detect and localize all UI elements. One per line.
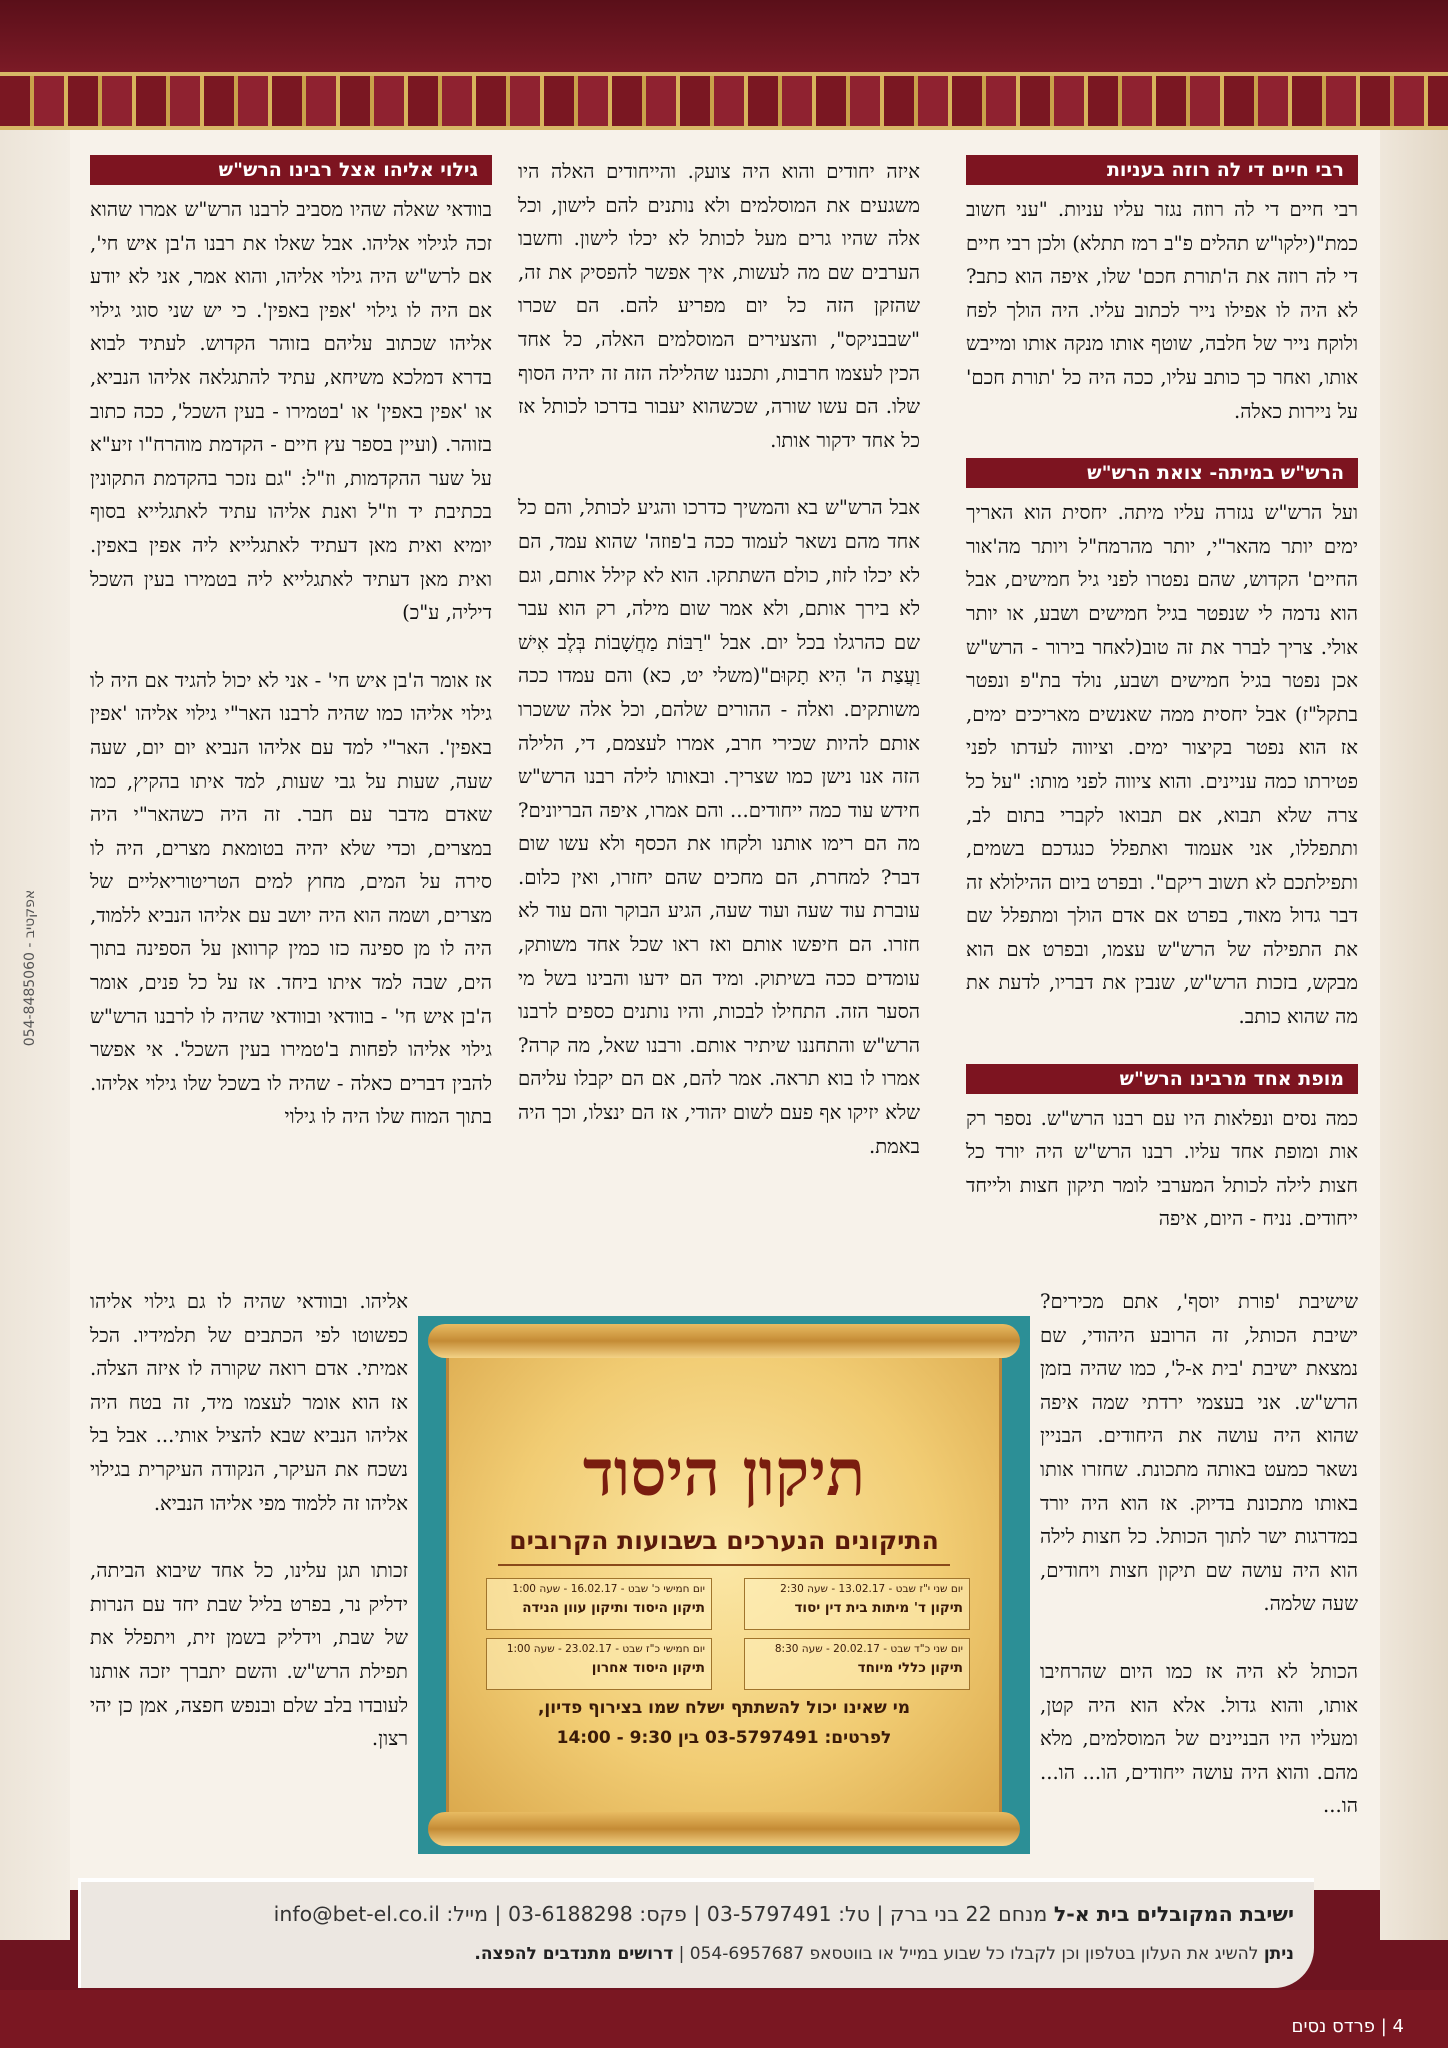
paragraph: בוודאי שאלה שהיו מסביב לרבנו הרש"ש אמרו שהוא זכה לגילוי אליהו. אבל שאלו את רבנו ה'בן איש חי', אם לרש"ש היה גילוי אליהו, והוא אמר, אני לא יודע אם היה לו גילוי 'אפין באפין'. כי יש שני סוגי גילוי אליהו שכתוב עליהם בזוהר הקדוש. לעתיד לבוא בדרא דמלכא משיחא, עתיד להתגלאה אליהו הנביא, או 'אפין באפין' או 'בטמירו - בעין השכל', ככה כתוב בזוהר. (ועיין בספר עץ חיים - הקדמת מוהרח"ו זיע"א על שער ההקדמות, וז"ל: "גם נזכר בהקדמת התקונין בכתיבת יד וז"ל ואנת אליהו עתיד לאתגלייא בסוף יומיא ואית מאן דעתיד לאתגלייא ליה אפין באפין. ואית מאן דעתיד לאתגלייא ליה בטמירו בעין השכל דיליה, ע"כ) xyxy=(90,198,492,625)
event-date: יום חמישי כ' שבט - 16.02.17 - שעה 1:00 xyxy=(512,1583,705,1595)
page-edge-right xyxy=(1380,130,1448,1940)
event-date: יום שני כ"ד שבט - 20.02.17 - שעה 8:30 xyxy=(774,1643,963,1655)
footer-contact-details: מנחם 22 בני ברק | טל: 03-5797491 | פקס: 03-6188298 | מייל: info@bet-el.co.il xyxy=(273,1902,1054,1926)
scroll-roll-top xyxy=(428,1324,1020,1358)
paragraph: שישיבת 'פורת יוסף', אתם מכירים? ישיבת הכותל, זה הרובע היהודי, שם נמצאת ישיבת 'בית א-ל', כמו שהיה בזמן הרש"ש. אני בעצמי ירדתי שמה איפה שהוא היה עושה את היחודים. הבניין נשאר כמעט באותה מתכונת. שחזרו אותו באותו מתכונת בדיוק. אז הוא היה יורד במדרגות ישר לתוך הכותל. כל חצות לילה הוא היה עושה שם תיקון חצות ויחודים, שעה שלמה. xyxy=(1040,1290,1358,1616)
event-title: תיקון היסוד ותיקון עוון הנידה xyxy=(522,1600,705,1616)
paragraph: רבי חיים די לה רוזה נגזר עליו עניות. "עני חשוב כמת"(ילקו"ש תהלים פ"ב רמז תתלא) ולכן רבי חיים די לה רוזה את ה'תורת חכם' שלו, איפה הוא כתב? לא היה לו אפילו נייר לכתוב עליו. היה הולך לפח ולוקח נייר של חלבה, שוטף אותו מנקה אותו ומייבש אותו, ואחר כך כותב עליו, ככה היה כל 'תורת חכם' על ניירות כאלה. xyxy=(966,198,1358,423)
bottom-band xyxy=(0,1990,1448,2048)
event-title: תיקון כללי מיוחד xyxy=(857,1660,963,1676)
section-header: מופת אחד מרבינו הרש"ש xyxy=(966,1064,1358,1094)
column-right xyxy=(966,155,1358,1236)
divider xyxy=(498,1564,950,1566)
footer-subscribe-text: להשיג את העלון בטלפון וכן לקבלו כל שבוע במייל או בווטסאפ 054-6957687 | xyxy=(673,1944,1264,1964)
side-caption xyxy=(10,820,50,1120)
footer-box xyxy=(78,1878,1314,1988)
event-advertisement xyxy=(418,1316,1030,1854)
event-item xyxy=(744,1638,970,1690)
ad-title: תיקון היסוד xyxy=(582,1436,866,1511)
event-date: יום חמישי כ"ז שבט - 23.02.17 - שעה 1:00 xyxy=(506,1643,705,1655)
footer-org-name: ישיבת המקובלים בית א-ל xyxy=(1053,1902,1294,1926)
paragraph: איזה יחודים והוא היה צועק. והייחודים האלה היו משגעים את המוסלמים ולא נותנים להם לישון, וכל אלה שהיו גרים מעל לכותל לא יכלו לישון. וחשבו הערבים שם מה לעשות, איך אפשר להפסיק את זה, שהזקן הזה כל יום מפריע להם. הם שכרו "שבבניקס", והצעירים המוסלמים האלה, כל אחד הכין לעצמו חרבות, ותכננו שהלילה הזה זה יהיה הסוף שלו. הם עשו שורה, שכשהוא יעבור בדרכו לכותל אז כל אחד ידקור אותו. xyxy=(518,160,920,452)
footer-subscribe-lead: ניתן xyxy=(1263,1944,1294,1964)
section-header: הרש"ש במיתה- צואת הרש"ש xyxy=(966,458,1358,488)
page-number-value: 4 xyxy=(1392,2016,1404,2037)
event-item xyxy=(486,1578,712,1630)
paragraph: אז אומר ה'בן איש חי' - אני לא יכול להגיד אם היה לו גילוי אליהו כמו שהיה לרבנו האר"י גילוי אליהו 'אפין באפין'. האר"י למד עם אליהו הנביא יום יום, שעה שעה, שעות על גבי שעות, למד איתו בהקיץ, כמו שאדם מדבר עם חבר. זה היה כשהאר"י היה במצרים, וכדי שלא יהיה בטומאת מצרים, היה לו סירה על המים, מחוץ למים הטריטוריאליים של מצרים, ושמה הוא היה יושב עם אליהו הנביא ללמוד, היה לו מן ספינה כזו כמין קרוואן על הספינה בתוך הים, שבה למד איתו ביחד. אז על כל פנים, אומר ה'בן איש חי' - בוודאי ובוודאי שהיה לו לרבנו הרש"ש גילוי אליהו לפחות ב'טמירו בעין השכל'. אי אפשר להבין דברים כאלה - שהיה לו בשכל שלו גילוי אליהו. בתוך המוח שלו היה לו גילוי xyxy=(90,668,492,1129)
column-left xyxy=(90,155,492,1134)
ad-contact: לפרטים: 03-5797491 בין 9:30 - 14:00 xyxy=(556,1728,892,1748)
event-date: יום שני י"ז שבט - 13.02.17 - שעה 2:30 xyxy=(780,1583,963,1595)
event-item xyxy=(744,1578,970,1630)
event-title: תיקון היסוד אחרון xyxy=(591,1660,705,1676)
ornament-border xyxy=(0,72,1448,130)
ad-note: מי שאינו יכול להשתתף ישלח שמו בצירוף פדיון, xyxy=(537,1698,911,1718)
page-number: 4 | פרדס נסים xyxy=(1291,2016,1404,2037)
top-band xyxy=(0,0,1448,72)
footer-subscribe-line xyxy=(104,1944,1294,1964)
paragraph: אבל הרש"ש בא והמשיך כדרכו והגיע לכותל, והם כל אחד מהם נשאר לעמוד ככה ב'פוזה' שהוא עמד, הם לא יכלו לזוז, כולם השתתקו. הוא לא קילל אותם, וגם לא בירך אותם, ולא אמר שום מילה, רק הוא עבר שם כהרגלו בכל יום. אבל "רַבּוֹת מַחֲשָׁבוֹת בְּלֶב אִישׁ וַעֲצַת ה' הִיא תָקוּם"(משלי יט, כא) והם עמדו ככה משותקים. ואלה - ההורים שלהם, וכל אלה ששכרו אותם להיות שכירי חרב, אמרו לעצמם, די, הלילה הזה אנו נישן כמו שצריך. ובאותו לילה רבנו הרש"ש חידש עוד כמה ייחודים... והם אמרו, איפה הבריונים? מה הם רימו אותנו ולקחו את הכסף ולא עשו שום דבר? למחרת, הם מחכים שהם יחזרו, ואין כלום. עוברת עוד שעה ועוד שעה, הגיע הבוקר והם עוד לא חזרו. הם חיפשו אותם ואז ראו שכל אחד משותק, עומדים ככה בשיתוק. ומיד הם ידעו והבינו בשל מי הסער הזה. התחילו לבכות, והיו נותנים כספים לרבנו הרש"ש והתחננו שיתיר אותם. ורבנו שאל, מה קרה? אמרו לו בוא תראה. אמר להם, אם הם יקבלו עליהם שלא יזיקו אף פעם לשום יהודי, אז הם ינצלו, וכך היה באמת. xyxy=(518,496,920,1158)
paragraph: זכותו תגן עלינו, כל אחד שיבוא הביתה, ידליק נר, בפרט בליל שבת יחד עם הנרות של שבת, וידליק בשמן זית, ויתפלל את תפילת הרש"ש. והשם יתברך יזכה אותנו לעובדו בלב שלם ובנפש חפצה, אמן כן יהי רצון. xyxy=(90,1559,408,1751)
paragraph: ועל הרש"ש נגזרה עליו מיתה. יחסית הוא האריך ימים יותר מהאר"י, יותר מהרמח"ל ויותר מה'אור החיים' הקדוש, שהם נפטרו לפני גיל חמישים, אבל הוא נדמה לי שנפטר בגיל חמישים ושבע, או יותר אולי. צריך לברר את זה טוב(לאחר בירור - הרש"ש אכן נפטר בגיל חמישים ושבע, נולד בת"פ ונפטר בתקל"ז) אבל יחסית ממה שאנשים מאריכים ימים, אז הוא נפטר בקיצור ימים. וציווה לעדתו לפני פטירתו כמה עניינים. והוא ציווה לפני מותו: "על כל צרה שלא תבוא, אם תבואו לקברי בתום לב, ותתפללו, אני אעמוד ואתפלל כנגדכם בשמים, ותפילתכם לא תשוב ריקם". ובפרט ביום ההילולא זה דבר גדול מאוד, בפרט אם אדם הולך ומתפלל שם את התפילה של הרש"ש עצמו, ובפרט אם הוא מבקש, בזכות הרש"ש, שנבין את דבריו, לדעת את מה שהוא כותב. xyxy=(966,501,1358,1029)
paragraph: כמה נסים ונפלאות היו עם רבנו הרש"ש. נספר רק אות ומופת אחד עליו. רבנו הרש"ש היה יורד כל חצות לילה לכותל המערבי לומר תיקון חצות ולייחד ייחודים. נניח - היום, איפה xyxy=(966,1106,1358,1231)
column-right-continuation xyxy=(1040,1285,1358,1823)
side-caption-text: 054-8485060 - אפקטיב xyxy=(22,889,38,1047)
event-item xyxy=(486,1638,712,1690)
ad-subtitle: התיקונים הנערכים בשבועות הקרובים xyxy=(509,1526,939,1555)
column-left-continuation xyxy=(90,1285,408,1756)
footer-contact-line xyxy=(104,1902,1294,1926)
section-header: גילוי אליהו אצל רבינו הרש"ש xyxy=(90,155,492,185)
column-middle xyxy=(518,155,920,1163)
paragraph: אליהו. ובוודאי שהיה לו גם גילוי אליהו כפשוטו לפי הכתבים של תלמידיו. הכל אמיתי. אדם רואה שקורה לו איזה הצלה. אז הוא אומר לעצמו מיד, זה בטח היה אליהו הנביא שבא להציל אותי... אבל בל נשכח את העיקר, הנקודה העיקרית בגילוי אליהו זה ללמוד מפי אליהו הנביא. xyxy=(90,1290,408,1515)
footer-volunteers: דרושים מתנדבים להפצה. xyxy=(474,1944,674,1964)
paragraph: הכותל לא היה אז כמו היום שהרחיבו אותו, והוא גדול. אלא הוא היה קטן, ומעליו היו הבניינים של המוסלמים, מלא מהם. והוא היה עושה ייחודים, הו... הו... הו... xyxy=(1040,1659,1358,1818)
section-header: רבי חיים די לה רוזה בעניות xyxy=(966,155,1358,185)
scroll-roll-bottom xyxy=(428,1812,1020,1846)
section-name: פרדס נסים xyxy=(1291,2016,1376,2037)
event-title: תיקון ד' מיתות בית דין יסוד xyxy=(794,1600,963,1616)
